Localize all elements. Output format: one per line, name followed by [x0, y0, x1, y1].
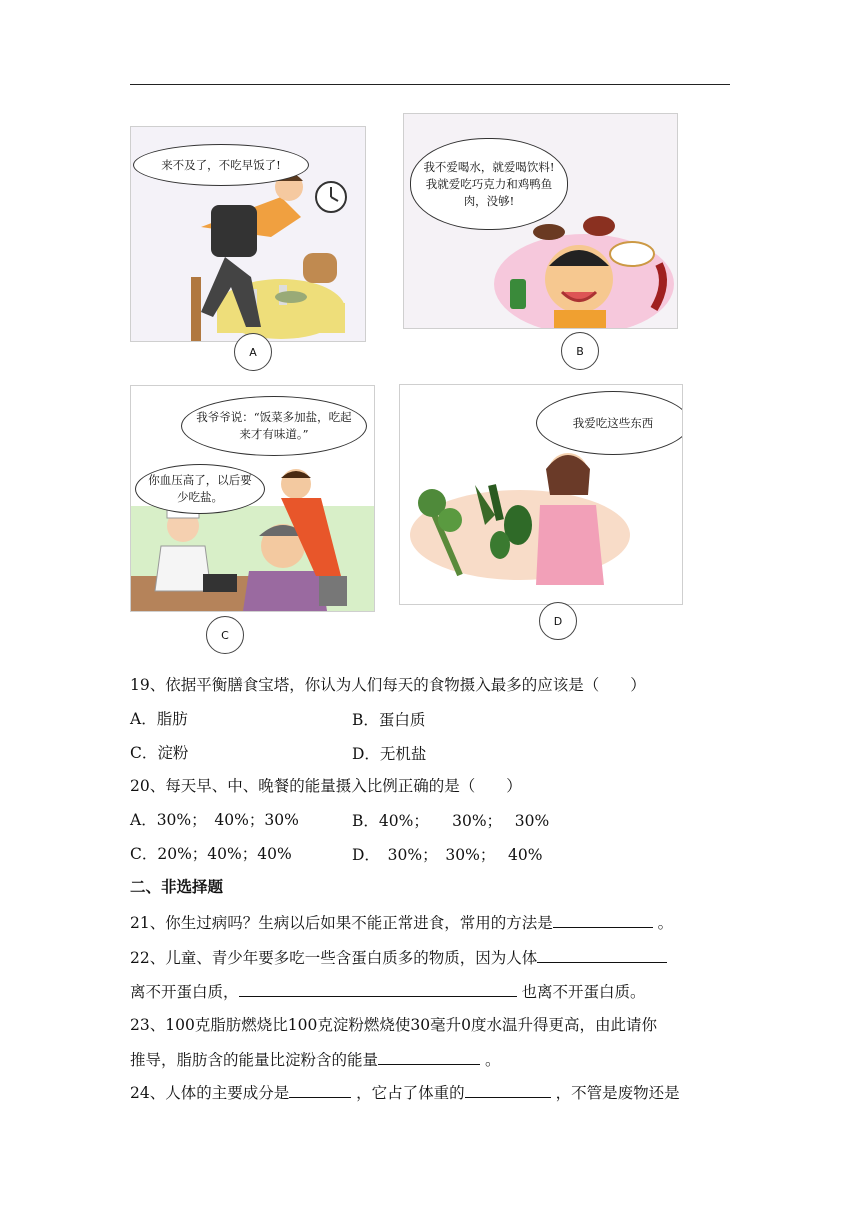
- q22-line1: 22、儿童、青少年要多吃一些含蛋白质多的物质，因为人体: [130, 946, 667, 969]
- cartoon-a: [130, 126, 366, 342]
- speech-bubble-c1: [181, 396, 367, 456]
- header-rule: [130, 84, 730, 85]
- section-heading: 二、非选择题: [130, 877, 224, 896]
- q19-option-d: D．无机盐: [352, 745, 427, 763]
- q19-option-a: A．脂肪: [130, 710, 188, 728]
- speech-bubble-c2: [135, 464, 265, 514]
- q20-stem: 20、每天早、中、晚餐的能量摄入比例正确的是（ ）: [130, 777, 522, 795]
- q20-option-b: B．40%； 30%； 30%: [352, 812, 550, 830]
- q21: 21、你生过病吗？生病以后如果不能正常进食，常用的方法是 。: [130, 911, 673, 934]
- q22-answer-blank-2[interactable]: [239, 980, 517, 997]
- speech-c1-text: 我爷爷说：“饭菜多加盐，吃起来才有味道。”: [196, 410, 352, 441]
- caption-a: A: [234, 333, 272, 371]
- speech-b-text: 我不爱喝水，就爱喝饮料! 我就爱吃巧克力和鸡鸭鱼肉，没够!: [423, 159, 555, 208]
- q22-answer-blank-1[interactable]: [537, 946, 667, 963]
- speech-c2-text: 你血压高了，以后要少吃盐。: [148, 473, 252, 504]
- q21-answer-blank[interactable]: [553, 911, 653, 928]
- q20-option-c: C．20%；40%；40%: [130, 845, 292, 863]
- cartoon-b: [403, 113, 678, 329]
- caption-b: B: [561, 332, 599, 370]
- q24-answer-blank-2[interactable]: [465, 1081, 551, 1098]
- q23-answer-blank[interactable]: [378, 1048, 480, 1065]
- caption-d: D: [539, 602, 577, 640]
- q24: 24、人体的主要成分是 ，它占了体重的 ，不管是废物还是: [130, 1081, 680, 1104]
- q19-option-c: C．淀粉: [130, 744, 189, 762]
- speech-d-text: 我爱吃这些东西: [572, 415, 654, 430]
- speech-bubble-a: [133, 144, 309, 186]
- speech-bubble-d: [536, 391, 683, 455]
- speech-bubble-b: [410, 138, 568, 230]
- caption-c: C: [206, 616, 244, 654]
- cartoon-d: [399, 384, 683, 605]
- cartoon-c: [130, 385, 375, 612]
- q20-option-a: A．30%； 40%；30%: [130, 811, 299, 829]
- q24-answer-blank-1[interactable]: [289, 1081, 351, 1098]
- q19-stem: 19、依据平衡膳食宝塔，你认为人们每天的食物摄入最多的应该是（ ）: [130, 676, 646, 694]
- q19-option-b: B．蛋白质: [352, 711, 426, 729]
- q20-option-d: D． 30%； 30%； 40%: [352, 846, 543, 864]
- q22-line2: 离不开蛋白质， 也离不开蛋白质。: [130, 980, 645, 1003]
- q23-line1: 23、100克脂肪燃烧比100克淀粉燃烧使30毫升0度水温升得更高，由此请你: [130, 1016, 657, 1034]
- speech-a-text: 来不及了，不吃早饭了!: [161, 157, 281, 172]
- q23-line2: 推导，脂肪含的能量比淀粉含的能量 。: [130, 1048, 500, 1071]
